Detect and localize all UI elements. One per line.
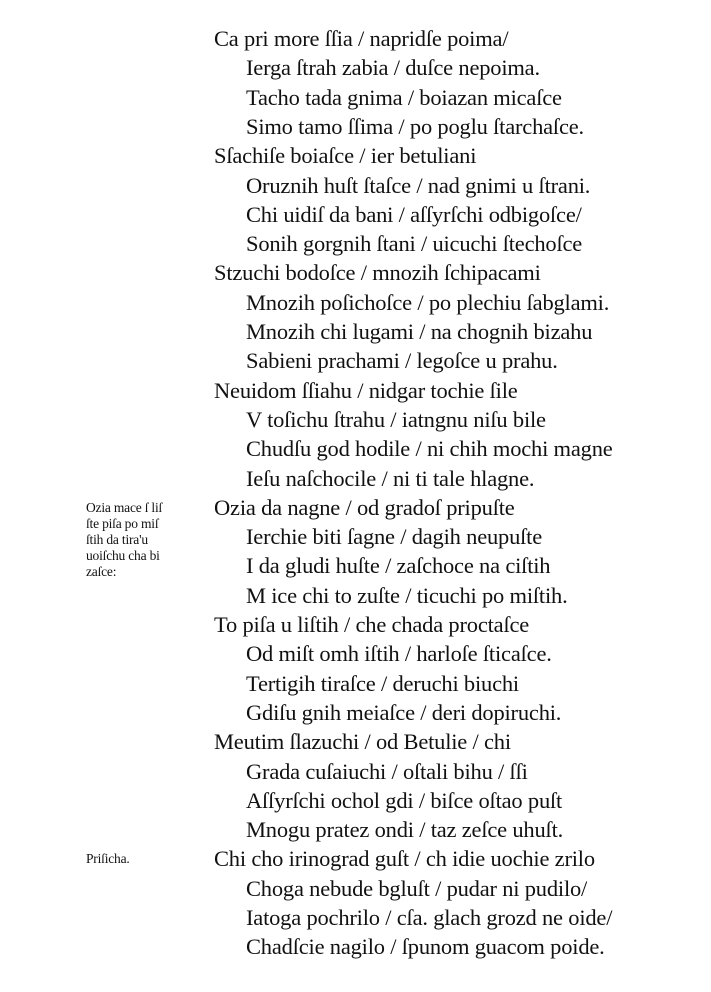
verse-line: To piſa u liſtih / che chada proctaſce (214, 612, 530, 637)
gloss-line: Priſicha. (86, 851, 130, 867)
verse-line: Mnozih poſichoſce / po plechiu ſabglami. (246, 289, 610, 315)
gloss-line: ſte piſa po miſ (86, 515, 159, 531)
verse-line: Sonih gorgnih ſtani / uicuchi ſtechoſce (246, 231, 583, 257)
verse-line: Ierchie biti ſagne / dagih neupuſte (246, 524, 543, 550)
verse-line: Chi cho irinograd guſt / ch idie uochie zrilo (214, 846, 595, 872)
gloss-line: zaſce: (86, 563, 117, 579)
margin-gloss (86, 500, 162, 580)
verse-line: Iatoga pochrilo / cſa. glach grozd ne oide/ (246, 905, 613, 930)
verse-line: Ca pri more ſſia / napridſe poima/ (214, 26, 509, 51)
verse-line: Chadſcie nagilo / ſpunom guacom poide. (246, 934, 605, 960)
margin-gloss (86, 851, 130, 867)
verse-line: Sabieni prachami / legoſce u prahu. (246, 348, 558, 374)
verse-line: Stzuchi bodoſce / mnozih ſchipacami (214, 260, 541, 286)
verse-line: Od miſt omh iſtih / harloſe ſticaſce. (246, 641, 552, 667)
verse-line: Chi uidiſ da bani / aſſyrſchi odbigoſce/ (246, 201, 582, 227)
verse-line: Sſachiſe boiaſce / ier betuliani (214, 143, 477, 169)
verse-line: Gdiſu gnih meiaſce / deri dopiruchi. (246, 699, 562, 725)
verse-line: Ieſu naſchocile / ni ti tale hlagne. (246, 465, 535, 491)
verse-line: Meutim ſlazuchi / od Betulie / chi (214, 729, 511, 755)
verse-line: Neuidom ſſiahu / nidgar tochie ſile (214, 377, 518, 403)
verse-line: Aſſyrſchi ochol gdi / biſce oſtao puſt (246, 787, 563, 813)
verse-line: Grada cuſaiuchi / oſtali bihu / ſſi (246, 758, 528, 784)
verse-line: Mnogu pratez ondi / taz zeſce uhuſt. (246, 817, 564, 843)
verse-line: V toſichu ſtrahu / iatngnu niſu bile (246, 406, 546, 432)
verse-line: Mnozih chi lugami / na chognih bizahu (246, 319, 593, 344)
gloss-line: Ozia mace ſ liſ (86, 499, 163, 515)
verse-line: Ozia da nagne / od gradoſ pripuſte (214, 494, 515, 520)
verse-line: Choga nebude bgluſt / pudar ni pudilo/ (246, 875, 588, 901)
verse-line: M ice chi to zuſte / ticuchi po miſtih. (246, 582, 568, 608)
verse-line: Oruznih huſt ſtaſce / nad gnimi u ſtrani. (246, 172, 591, 198)
gloss-line: uoiſchu cha bi (86, 547, 160, 563)
verse-line: Chudſu god hodile / ni chih mochi magne (246, 436, 613, 462)
verse-line: Simo tamo ſſima / po poglu ſtarchaſce. (246, 113, 584, 139)
gloss-line: ſtih da tira'u (86, 531, 148, 547)
verse-line: Tertigih tiraſce / deruchi biuchi (246, 670, 519, 696)
verse-line: Ierga ſtrah zabia / duſce nepoima. (246, 55, 540, 81)
verse-line: Tacho tada gnima / boiazan micaſce (246, 84, 562, 110)
verse-line: I da gludi huſte / zaſchoce na ciſtih (246, 553, 551, 579)
